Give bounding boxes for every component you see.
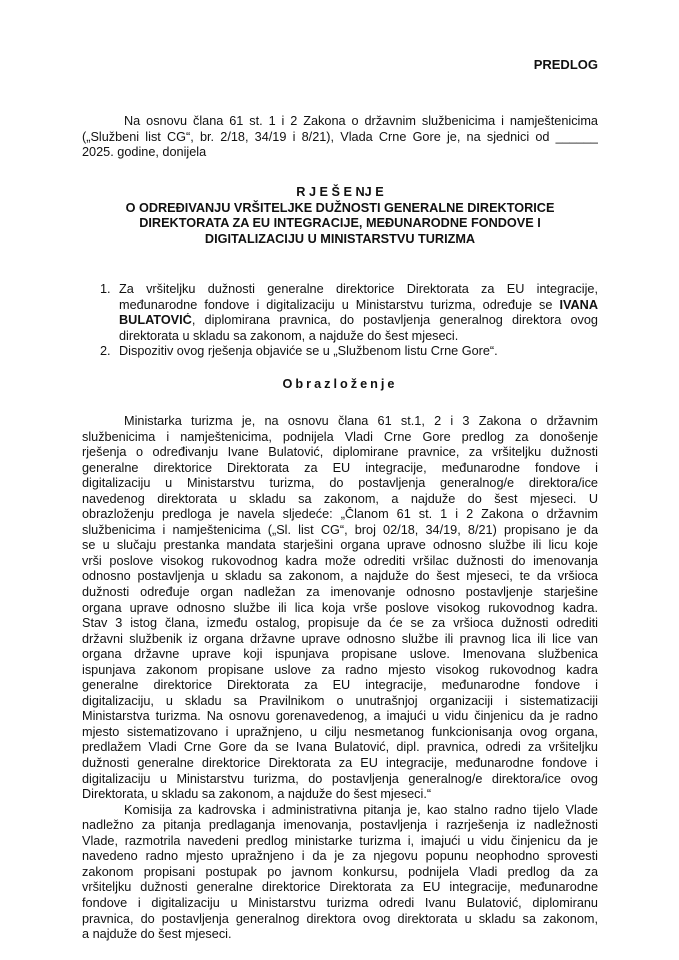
- title-line: DIGITALIZACIJU U MINISTARSTVU TURIZMA: [204, 231, 476, 246]
- paragraph-line: se u slučaju prestanka mandata starješini organa uprave odnosno službe ili licu koje: [82, 538, 598, 553]
- paragraph-line: Ministarstva turizma. Na osnovu gorenavedenog, a imajući u vidu činjenicu da je radno: [82, 709, 598, 724]
- paragraph-line: digitalizaciju u Ministarstvu turizma, do postavljenja generalnog/e direktora/ice: [82, 476, 598, 491]
- paragraph-line: mjesto sistematizovano i upražnjeno, u cilju nesmetanog funkcionisanja ovog organa,: [82, 724, 598, 739]
- explanation-paragraph: [82, 414, 598, 803]
- item-number: 1.: [100, 282, 111, 296]
- paragraph-line: navedeno radno mjesto upražnjeno i da je za njegovu popunu neophodno sprovesti: [82, 849, 598, 864]
- paragraph-line: digitalizaciju u Ministarstvu turizma, do postavljenja generalnog/e direktora/ice ovog: [82, 771, 598, 786]
- paragraph-line: državni službenik iz organa državne uprave odnosno službe ili pravnog lica ili lice van: [82, 631, 598, 646]
- paragraph-line: navedenog direktorata u skladu sa zakonom, a najduže do šest mjeseci. U: [82, 491, 598, 506]
- intro-paragraph: [82, 114, 598, 161]
- decision-heading: R J E Š E NJ E: [296, 185, 384, 199]
- paragraph-line: službenicima i namještenicima („Sl. list CG“, broj 02/18, 34/19, 8/21) propisano je da: [82, 522, 598, 537]
- paragraph-line: pravnica, do postavljenja generalnog direktora ovog direktorata u skladu sa zakonom,: [82, 911, 598, 926]
- explanation-paragraph: [82, 803, 598, 943]
- explanation-heading: Obrazloženje: [282, 377, 398, 391]
- paragraph-line: generalne direktorice Direktorata za EU integracije, međunarodne fondove i: [82, 678, 598, 693]
- paragraph-line: vršiteljku dužnosti generalne direktorice Direktorata za EU integracije, međunarodne: [82, 880, 598, 895]
- paragraph-line: Stav 3 istog člana, između ostalog, propisuje da će se za vršioca dužnosti odrediti: [82, 616, 598, 631]
- paragraph-line: Ministarka turizma je, na osnovu člana 61 st.1, 2 i 3 Zakona o državnim: [124, 414, 598, 428]
- name-last: BULATOVIĆ: [119, 313, 192, 328]
- item-number: 2.: [100, 344, 111, 359]
- paragraph-line: a najduže do šest mjeseci.: [82, 927, 232, 942]
- title-line: O ODREĐIVANJU VRŠITELJKE DUŽNOSTI GENERALNE DIREKTORICE: [125, 200, 555, 215]
- explanation-body: [82, 414, 598, 943]
- paragraph-line: predlažem Vladi Crne Gore da se Ivana Bulatović, dipl. pravnica, odredi za vršiteljku: [82, 740, 598, 755]
- paragraph-line: generalne direktorice Direktorata za EU integracije, međunarodne fondove i: [82, 460, 598, 475]
- paragraph-line: fondove i digitalizaciju u Ministarstvu turizma odredi Ivanu Bulatović, diplomiranu: [82, 895, 598, 910]
- paragraph-line: digitalizaciju, u skladu sa Pravilnikom o unutrašnjoj organizaciji i sistematizaciji: [82, 693, 598, 708]
- decision-items: [100, 282, 598, 360]
- paragraph-line: nadležno za pitanja predlaganja imenovanja, postavljenja i razrješenja iz nadležnosti: [82, 818, 598, 833]
- name-first: IVANA: [559, 297, 598, 312]
- paragraph-line: Direktorata, u skladu sa zakonom, a najduže do šest mjeseci.“: [82, 787, 432, 802]
- title-line: DIREKTORATA ZA EU INTEGRACIJE, MEĐUNARODNE FONDOVE I: [139, 216, 541, 231]
- item-line: Za vršiteljku dužnosti generalne direktorice Direktorata za EU integracije,: [119, 282, 598, 296]
- item-line: međunarodne fondove i digitalizaciju u Ministarstvu turizma, određuje se IVANA: [119, 297, 598, 312]
- paragraph-line: odnosno postavljenja u skladu sa zakonom, a najduže do šest mjeseci, te da vršioca: [82, 569, 598, 584]
- document-label: PREDLOG: [533, 57, 598, 72]
- paragraph-line: dužnosti određuje organ nadležan za imenovanje odnosno postavljenje starješine: [82, 585, 598, 600]
- paragraph-line: ispunjava zakonom propisane uslove za radno mjesto visokog rukovodnog kadra: [82, 662, 598, 677]
- paragraph-line: rješenja o određivanju Ivane Bulatović, diplomirane pravnice, za vršiteljku dužnosti: [82, 445, 598, 460]
- paragraph-line: organa državne uprave koji ispunjava propisane uslove. Imenovana službenica: [82, 647, 598, 662]
- paragraph-line: Komisija za kadrovska i administrativna pitanja je, kao stalno radno tijelo Vlade: [124, 802, 598, 817]
- list-item: [100, 282, 598, 344]
- paragraph-line: zakonom propisani postupak po javnom konkursu, podnijela Vladi predlog da za: [82, 864, 598, 879]
- item-line: BULATOVIĆ, diplomirana pravnica, do postavljenja generalnog direktora ovog: [119, 313, 598, 328]
- decision-title: [82, 185, 598, 247]
- paragraph-line: dužnosti generalne direktorice Direktorata za EU integracije, međunarodne fondove i: [82, 756, 598, 771]
- intro-line: („Službeni list CG“, br. 2/18, 34/19 i 8/21), Vlada Crne Gore je, na sjednici od ______: [82, 129, 598, 144]
- paragraph-line: Vlade, razmotrila navedeni predlog ministarke turizma i, imajući u vidu činjenicu da je: [82, 833, 598, 848]
- item-line: Dispozitiv ovog rješenja objaviće se u „Službenom listu Crne Gore“.: [119, 344, 498, 359]
- list-item: [100, 344, 598, 360]
- paragraph-line: službenicima i namještenicima, podnijela Vladi Crne Gore predlog za donošenje: [82, 429, 598, 444]
- paragraph-line: obrazloženju predloga je navela sljedeće: „Članom 61 st. 1 i 2 Zakona o državnim: [82, 507, 598, 522]
- paragraph-line: organa uprave odnosno službe ili lica koja vrše poslove visokog rukovodnog kadra.: [82, 600, 598, 615]
- intro-line: Na osnovu člana 61 st. 1 i 2 Zakona o državnim službenicima i namještenicima: [124, 114, 598, 128]
- intro-line: 2025. godine, donijela: [82, 145, 207, 160]
- item-line: direktorata u skladu sa zakonom, a najduže do šest mjeseci.: [119, 328, 459, 343]
- paragraph-line: vrši poslove visokog rukovodnog kadra može odrediti vršilac dužnosti do imenovanja: [82, 553, 598, 568]
